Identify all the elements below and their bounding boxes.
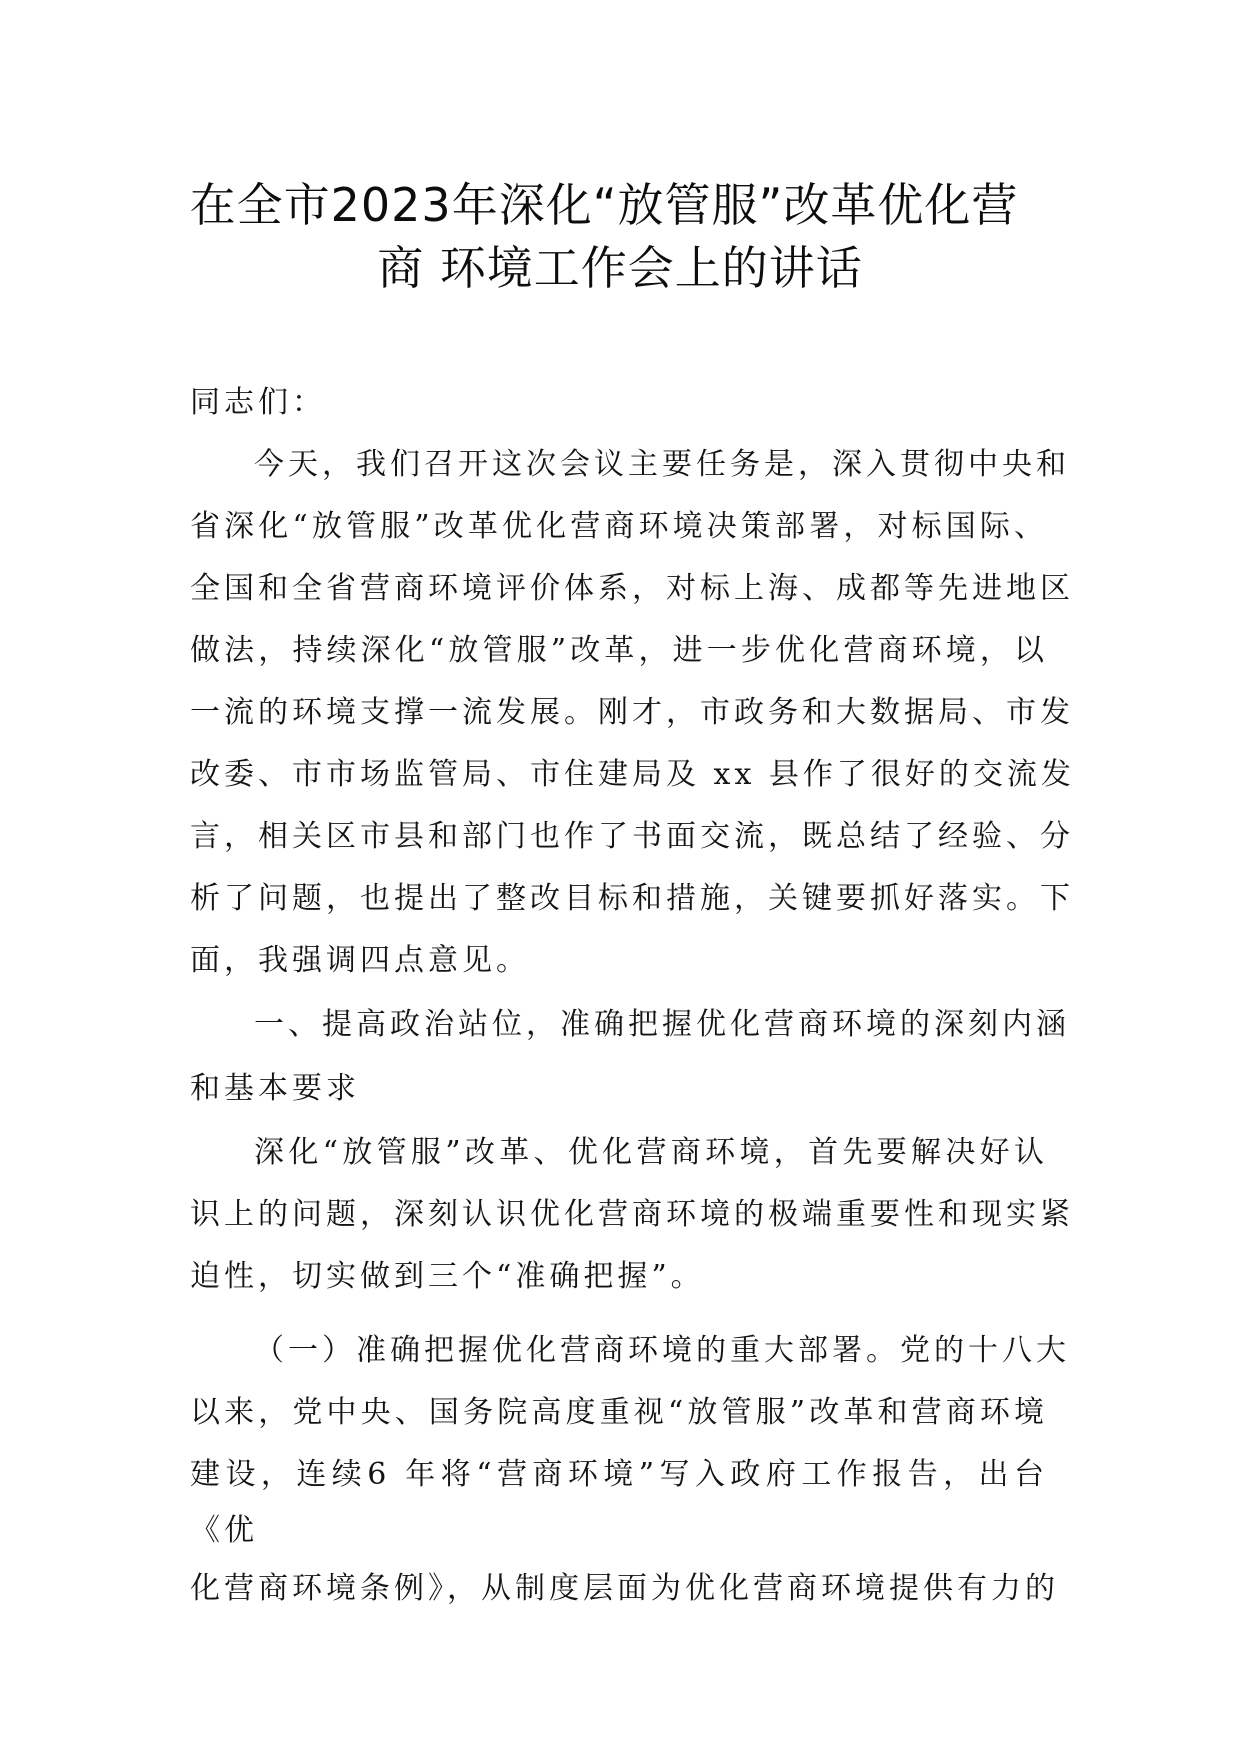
document-title-line-1: 在全市2023年深化“放管服”改革优化营 — [189, 178, 1019, 232]
paragraph-1-line-4: 做法，持续深化“放管服”改革，进一步优化营商环境，以 — [190, 633, 1048, 668]
paragraph-1-line-3: 全国和全省营商环境评价体系，对标上海、成都等先进地区 — [190, 571, 1074, 606]
subsection-1-line-1: （一）准确把握优化营商环境的重大部署。党的十八大 — [254, 1333, 1070, 1368]
paragraph-2-line-1: 深化“放管服”改革、优化营商环境，首先要解决好认 — [254, 1135, 1048, 1170]
paragraph-1-line-8: 析了问题，也提出了整改目标和措施，关键要抓好落实。下 — [190, 881, 1074, 916]
salutation: 同志们： — [190, 385, 326, 420]
paragraph-1-line-7: 言，相关区市县和部门也作了书面交流，既总结了经验、分 — [190, 819, 1074, 854]
document-title-line-2: 商 环境工作会上的讲话 — [377, 241, 863, 295]
subsection-1-line-5: 化营商环境条例》，从制度层面为优化营商环境提供有力的 — [190, 1571, 1059, 1606]
paragraph-2-line-3: 迫性，切实做到三个“准确把握”。 — [190, 1259, 705, 1294]
section-1-heading-line-1: 一、提高政治站位，准确把握优化营商环境的深刻内涵 — [254, 1007, 1070, 1042]
paragraph-2-line-2: 识上的问题，深刻认识优化营商环境的极端重要性和现实紧 — [190, 1197, 1074, 1232]
paragraph-1-line-1: 今天，我们召开这次会议主要任务是，深入贯彻中央和 — [254, 447, 1070, 482]
subsection-1-line-4: 《优 — [190, 1513, 258, 1548]
paragraph-1-line-6: 改委、市市场监管局、市住建局及 xx 县作了很好的交流发 — [190, 757, 1075, 792]
subsection-1-line-3: 建设，连续6 年将“营商环境”写入政府工作报告，出台 — [190, 1457, 1048, 1492]
paragraph-1-line-9: 面，我强调四点意见。 — [190, 943, 530, 978]
paragraph-1-line-5: 一流的环境支撑一流发展。刚才，市政务和大数据局、市发 — [190, 695, 1074, 730]
paragraph-1-line-2: 省深化“放管服”改革优化营商环境决策部署，对标国际、 — [190, 509, 1048, 544]
section-1-heading-line-2: 和基本要求 — [190, 1071, 360, 1106]
subsection-1-line-2: 以来，党中央、国务院高度重视“放管服”改革和营商环境 — [190, 1395, 1048, 1430]
